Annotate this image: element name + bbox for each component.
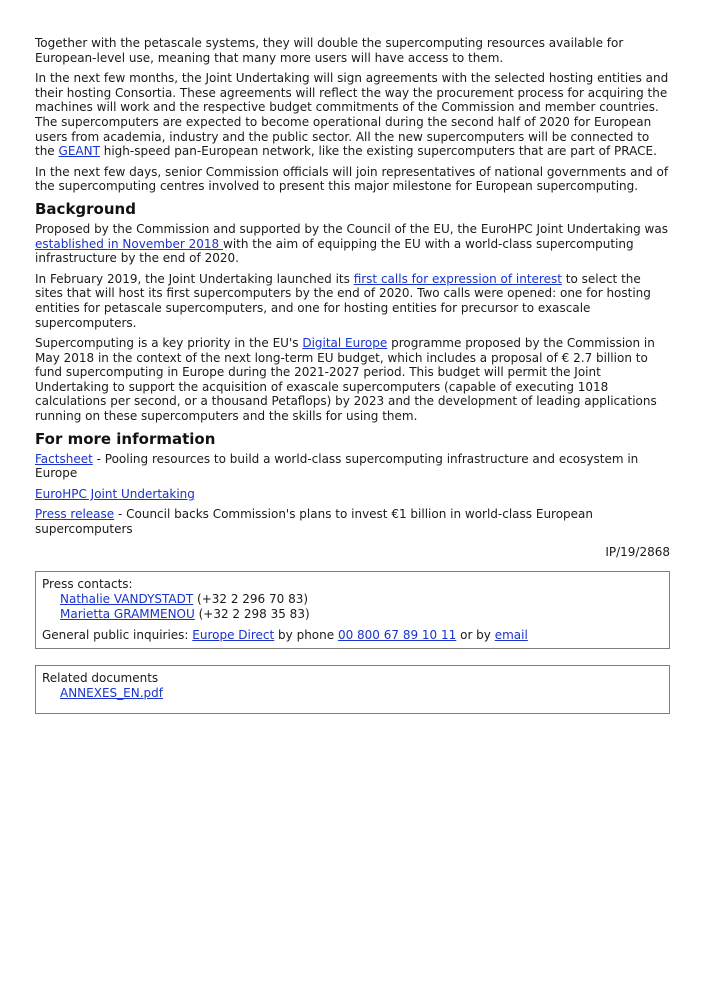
- paragraph-petascale: Together with the petascale systems, they will double the supercomputing resources available for European-level use, meaning that many more users will have access to them.: [35, 36, 624, 65]
- paragraph-agreements-text: In the next few months, the Joint Undertaking will sign agreements with the selected hosting entities and their hosting Consortia. These agreements will reflect the way the procurement process for acquiring the machines will work and the respective budget commitments of the Commission and member countries. The supercomputers are expected to become operational during the second half of 2020 for European users from academia, industry and the public sector. All the new supercomputers will be connected to the: [35, 71, 669, 159]
- first-calls-link[interactable]: first calls for expression of interest: [353, 271, 562, 286]
- spacer: [35, 649, 670, 665]
- factsheet-item: [35, 452, 670, 481]
- background-2-tail: to select the sites that will host its first supercomputers by the end of 2020. Two calls were opened: one for hosting entities for petascale supercomputers, and one for hosting entities for precursor to exascale supercomputers.: [35, 271, 651, 330]
- more-info-heading: For more information: [35, 429, 216, 448]
- press-release-item: [35, 507, 670, 536]
- press-contacts-label: Press contacts:: [42, 577, 133, 592]
- paragraph-agreements-tail: high-speed pan-European network, like the existing supercomputers that are part of PRACE.: [99, 144, 657, 159]
- contact-row-2: [42, 607, 663, 622]
- contact-grammenou-link[interactable]: Marietta GRAMMENOU: [60, 607, 195, 622]
- factsheet-description: - Pooling resources to build a world-class supercomputing infrastructure and ecosystem in Europe: [35, 451, 639, 481]
- background-2-text: In February 2019, the Joint Undertaking launched its: [35, 271, 354, 286]
- contact-grammenou-phone: (+32 2 298 35 83): [194, 607, 310, 622]
- press-release-link[interactable]: Press release: [35, 507, 115, 522]
- or-by-text: or by: [456, 628, 495, 643]
- related-file-row: [42, 686, 663, 701]
- paragraph-officials: In the next few days, senior Commission officials will join representatives of national governments and of the supercomputing centres involved to present this major milestone for European supercomputing.: [35, 164, 669, 194]
- annexes-pdf-link[interactable]: ANNEXES_EN.pdf: [60, 686, 163, 701]
- background-heading: Background: [35, 199, 136, 218]
- established-link[interactable]: established in November 2018: [35, 236, 223, 251]
- background-1-tail: with the aim of equipping the EU with a world-class supercomputing infrastructure by the end of 2020.: [35, 236, 634, 266]
- press-release-description: - Council backs Commission's plans to invest €1 billion in world-class European supercomputers: [35, 507, 594, 537]
- general-inquiries-label: General public inquiries:: [42, 628, 193, 643]
- reference-number: IP/19/2868: [605, 544, 670, 559]
- contact-vandystadt-phone: (+32 2 296 70 83): [193, 592, 309, 607]
- background-3-text: Supercomputing is a key priority in the EU's: [35, 336, 303, 351]
- related-documents-label: Related documents: [42, 671, 159, 686]
- general-inquiries-row: [42, 628, 663, 643]
- press-contacts-box: [35, 571, 670, 649]
- geant-link[interactable]: GEANT: [58, 144, 100, 159]
- eurohpc-link[interactable]: EuroHPC Joint Undertaking: [35, 486, 195, 501]
- related-documents-box: [35, 665, 670, 714]
- factsheet-link[interactable]: Factsheet: [35, 451, 93, 466]
- paragraph-agreements: [35, 71, 670, 159]
- background-1-text: Proposed by the Commission and supported by the Council of the EU, the EuroHPC Joint Undertaking was: [35, 221, 668, 236]
- eurohpc-item: [35, 487, 670, 502]
- europe-direct-link[interactable]: Europe Direct: [192, 628, 275, 643]
- contact-row-1: [42, 592, 663, 607]
- phone-number-link[interactable]: 00 800 67 89 10 11: [337, 628, 457, 643]
- paragraph-background-1: [35, 222, 670, 266]
- background-3-tail: programme proposed by the Commission in May 2018 in the context of the next long-term EU budget, which includes a proposal of € 2.7 billion to fund supercomputing in Europe during the 2021-2027 period. This budget will permit the Joint Undertaking to support the acquisition of exascale supercomputers (capable of executing 1018 calculations per second, or a thousand Petaflops) by 2023 and the development of leading applications running on these supercomputers and the skills for using them.: [35, 336, 657, 424]
- by-phone-text: by phone: [274, 628, 338, 643]
- digital-europe-link[interactable]: Digital Europe: [302, 336, 388, 351]
- paragraph-background-3: [35, 336, 670, 424]
- contact-vandystadt-link[interactable]: Nathalie VANDYSTADT: [60, 592, 194, 607]
- page-content: [35, 36, 670, 714]
- email-link[interactable]: email: [494, 628, 528, 643]
- paragraph-background-2: [35, 272, 670, 330]
